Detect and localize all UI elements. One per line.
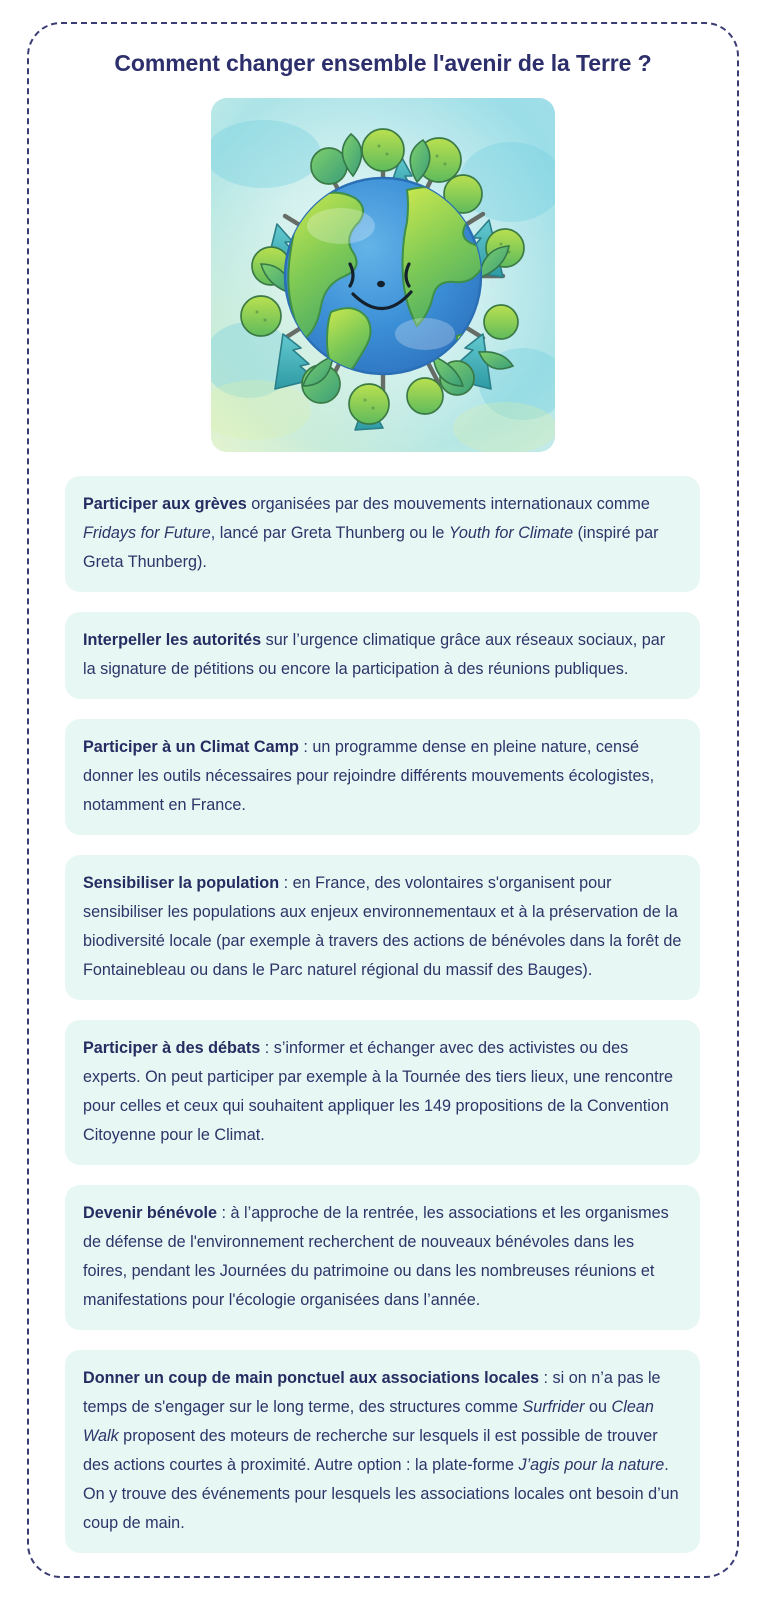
card-text-bold: Sensibiliser la population <box>83 874 280 892</box>
action-card-interpeller-les-autorites <box>65 612 700 699</box>
action-card-participer-a-un-climat-camp <box>65 719 700 835</box>
illustration-wrapper <box>29 98 737 452</box>
card-text-italic: Youth for Climate <box>448 524 574 542</box>
card-text-bold: Participer à un Climat Camp <box>83 738 299 756</box>
card-text-normal: . On y trouve des événements pour lesquels les associations locales ont besoin d’un coup de main. <box>83 1456 679 1532</box>
action-cards-list <box>65 476 700 1553</box>
card-text-bold: Participer aux grèves <box>83 495 247 513</box>
action-card-sensibiliser-la-population <box>65 855 700 1000</box>
card-text-normal: : un programme dense en pleine nature, censé donner les outils nécessaires pour rejoindre différents mouvements écologistes, notamment en France. <box>83 738 655 814</box>
card-text-italic: J’agis pour la nature <box>518 1456 665 1474</box>
card-text-normal: ou <box>584 1398 612 1416</box>
card-text-italic: Fridays for Future <box>83 524 211 542</box>
card-text-italic: Surfrider <box>522 1398 585 1416</box>
card-text-normal: : à l’approche de la rentrée, les associations et les organismes de défense de l'environnement recherchent de nouveaux bénévoles dans les foires, pendant les Journées du patrimoine ou dans les nombreuses réunions et manifestations pour l'écologie organisées dans l’année. <box>83 1204 669 1309</box>
card-text-normal: proposent des moteurs de recherche sur lesquels il est possible de trouver des actions courtes à proximité. Autre option : la plate-forme <box>83 1427 658 1474</box>
card-text-italic: Clean Walk <box>83 1398 654 1445</box>
page-title: Comment changer ensemble l'avenir de la Terre ? <box>114 50 652 76</box>
card-text-normal: : en France, des volontaires s'organisent pour sensibiliser les populations aux enjeux environnementaux et à la préservation de la biodiversité locale (par exemple à travers des actions de bénévoles dans la forêt de Fontainebleau ou dans le Parc naturel régional du massif des Bauges). <box>83 874 682 979</box>
card-text-normal: : si on n’a pas le temps de s'engager sur le long terme, des structures comme <box>83 1369 661 1416</box>
card-text-normal: organisées par des mouvements internationaux comme <box>246 495 650 513</box>
card-text-normal: : s’informer et échanger avec des activistes ou des experts. On peut participer par exemple à la Tournée des tiers lieux, une rencontre pour celles et ceux qui souhaitent appliquer les 149 propositions de la Convention Citoyenne pour le Climat. <box>83 1039 673 1144</box>
action-card-participer-a-des-debats <box>65 1020 700 1165</box>
action-card-donner-un-coup-de-main-ponctuel <box>65 1350 700 1553</box>
card-text-bold: Donner un coup de main ponctuel aux associations locales <box>83 1369 540 1387</box>
card-text-bold: Devenir bénévole <box>83 1204 218 1222</box>
card-text-bold: Participer à des débats <box>83 1039 261 1057</box>
action-card-participer-aux-greves <box>65 476 700 592</box>
action-card-devenir-benevole <box>65 1185 700 1330</box>
card-text-normal: (inspiré par Greta Thunberg). <box>83 524 659 571</box>
card-text-normal: , lancé par Greta Thunberg ou le <box>210 524 449 542</box>
card-text-normal: sur l’urgence climatique grâce aux réseaux sociaux, par la signature de pétitions ou encore la participation à des réunions publiques. <box>83 631 666 678</box>
smiling-earth-with-trees-illustration <box>211 98 555 452</box>
poster-container <box>27 22 739 1578</box>
card-text-bold: Interpeller les autorités <box>83 631 262 649</box>
